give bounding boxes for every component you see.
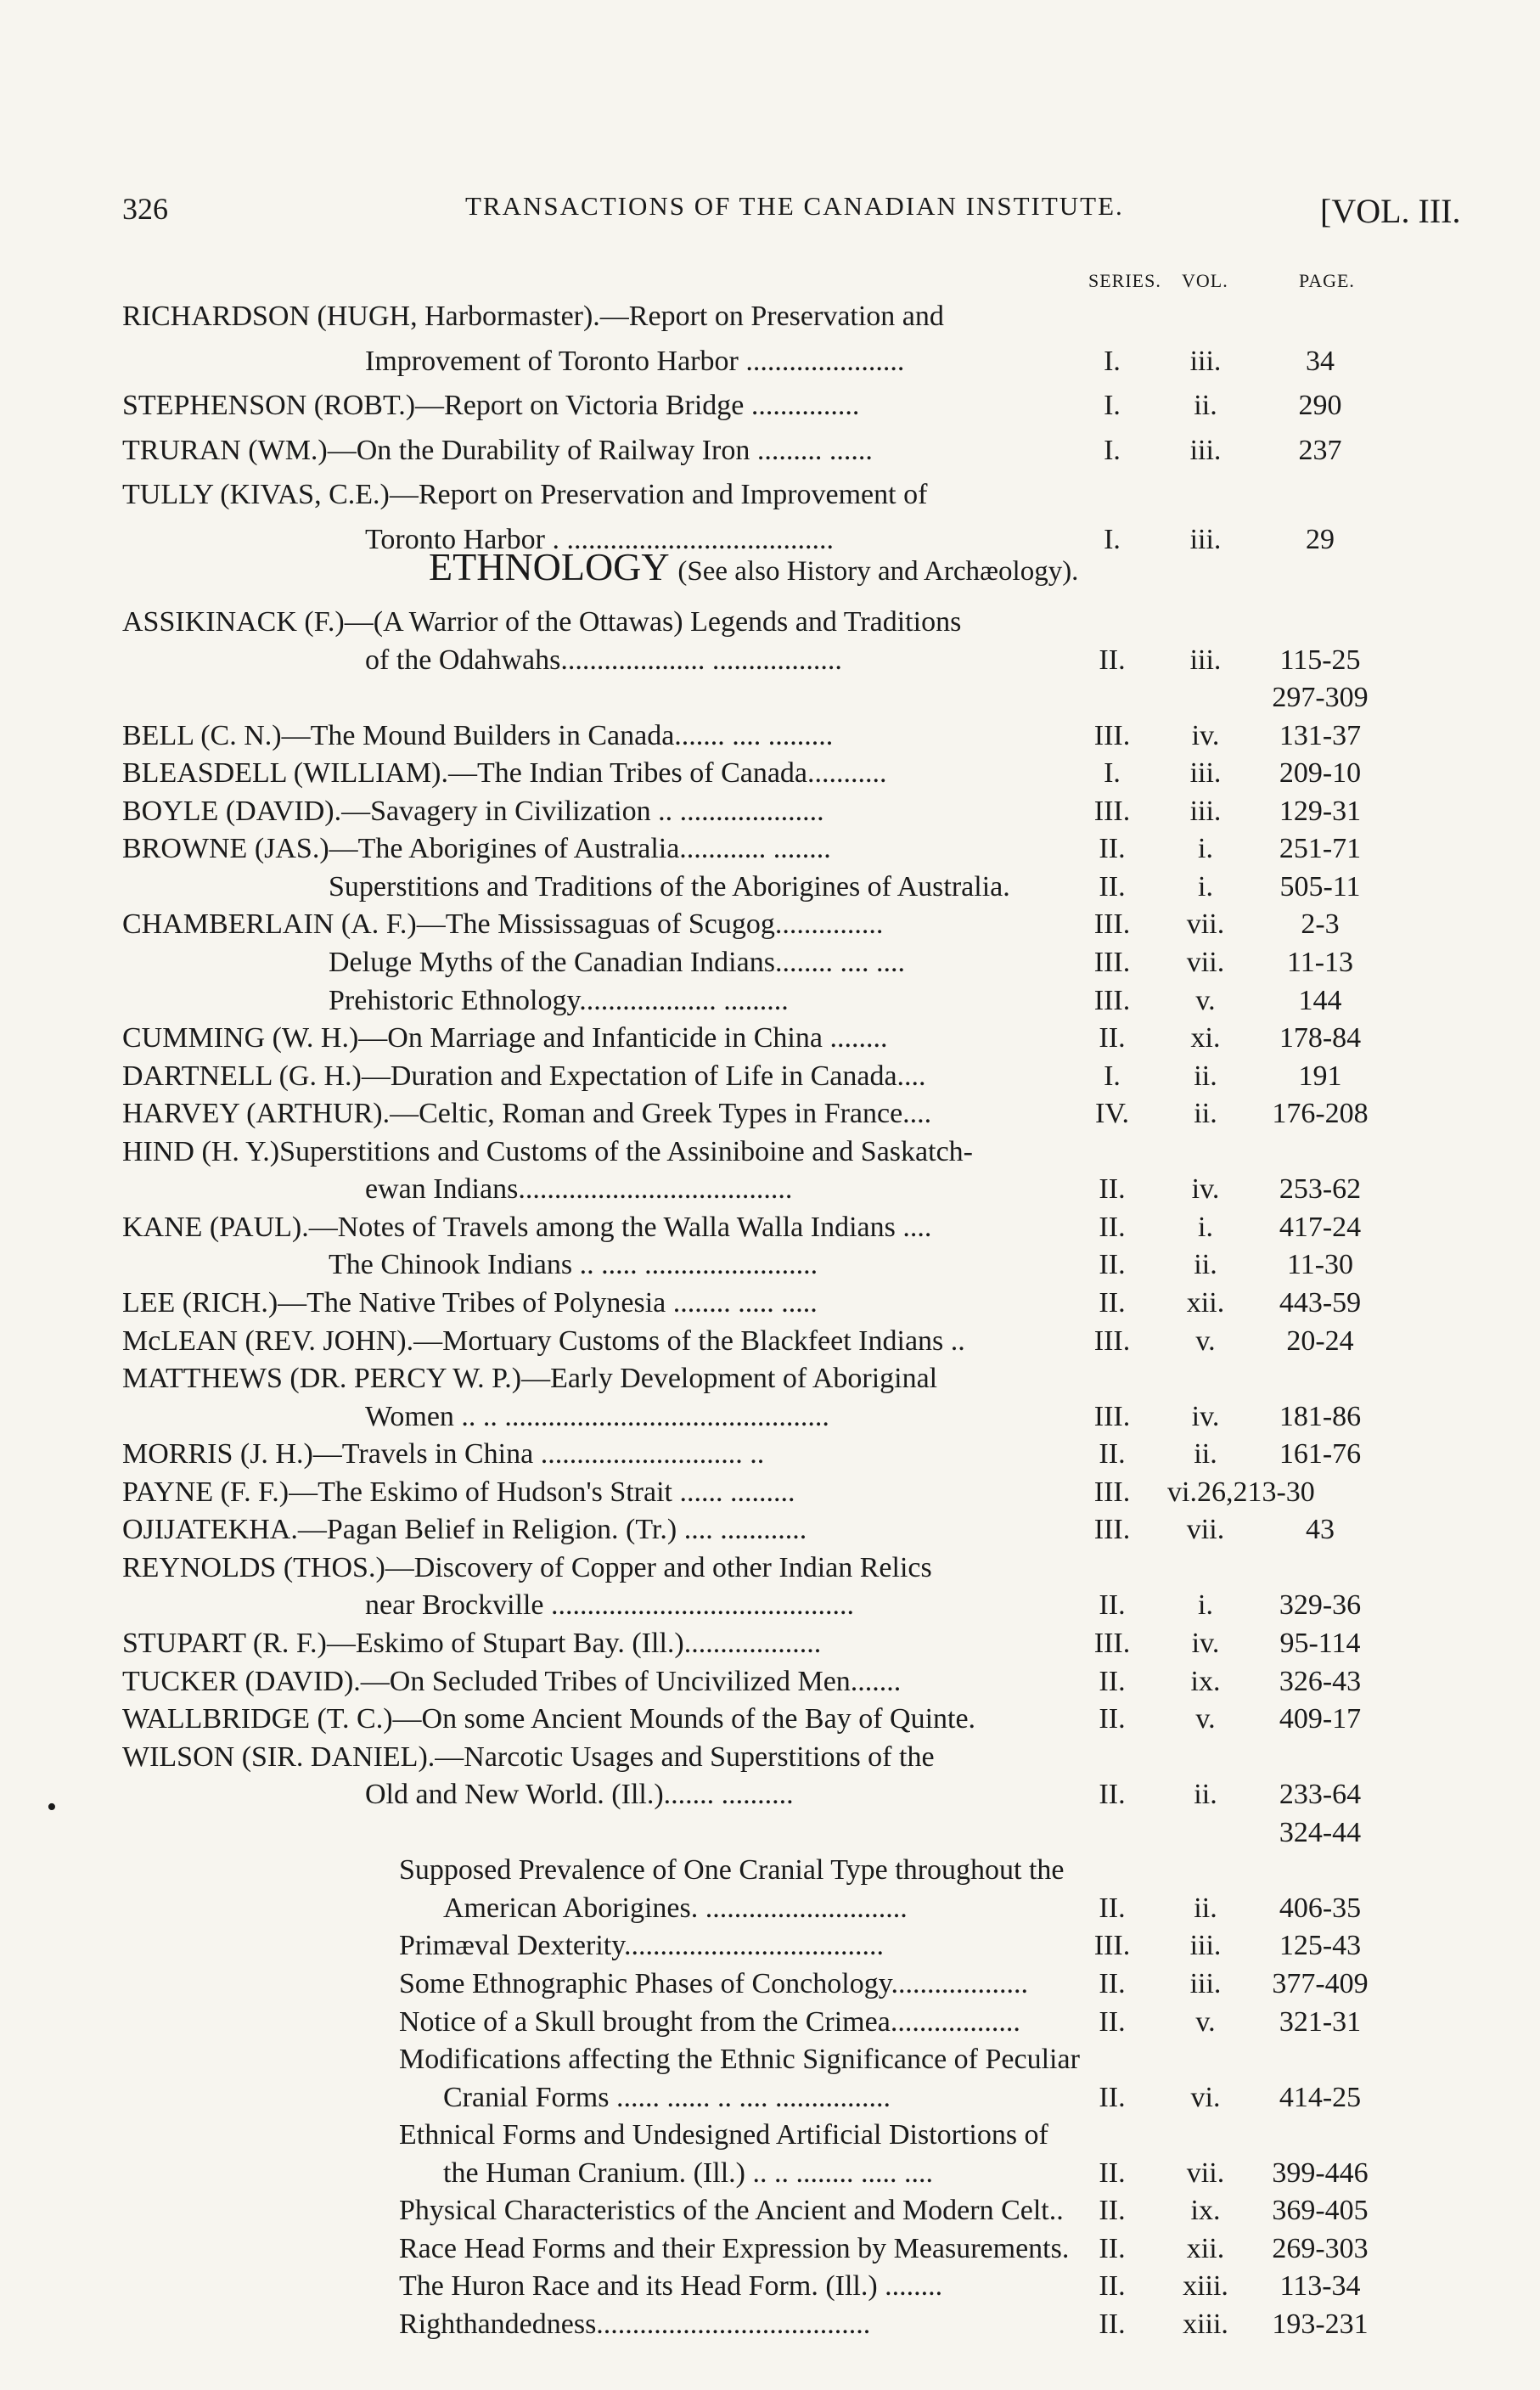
entry-vol: iii. <box>1189 524 1222 555</box>
entry-series: III. <box>1093 1628 1131 1659</box>
entry-page: 176-208 <box>1272 1098 1369 1129</box>
entry-page: 233-64 <box>1279 1779 1362 1810</box>
entry-series: II. <box>1099 1173 1126 1205</box>
entry-text: Old and New World. (Ill.)....... .......... <box>365 1779 794 1810</box>
entry-vol: iii. <box>1189 1930 1222 1961</box>
entry-vol: i. <box>1198 871 1213 903</box>
entry-series: III. <box>1093 908 1131 940</box>
entry-text: TRURAN (WM.)—On the Durability of Railway Iron ......... ...... <box>122 435 873 466</box>
entry-text: MORRIS (J. H.)—Travels in China ............................ .. <box>122 1438 765 1470</box>
entry-text: TULLY (KIVAS, C.E.)—Report on Preservation and Improvement of <box>122 479 928 510</box>
entry-text: BROWNE (JAS.)—The Aborigines of Australia............ ........ <box>122 833 831 864</box>
entry-text: of the Odahwahs.................... .................. <box>365 644 842 676</box>
entry-page: 399-446 <box>1272 2157 1369 2189</box>
entry-text: Supposed Prevalence of One Cranial Type throughout the <box>399 1854 1065 1886</box>
entry-text: REYNOLDS (THOS.)—Discovery of Copper and other Indian Relics <box>122 1552 932 1583</box>
entry-vol: iii. <box>1189 346 1222 377</box>
entry-series: III. <box>1093 1514 1131 1545</box>
entry-page: 125-43 <box>1279 1930 1362 1961</box>
entry-series: I. <box>1104 524 1121 555</box>
entry-series: I. <box>1104 757 1121 789</box>
entry-series: II. <box>1099 1022 1126 1054</box>
entry-vol: ii. <box>1194 1249 1217 1280</box>
entry-vol: vii. <box>1186 947 1225 978</box>
entry-line <box>0 427 1540 474</box>
entry-vol: v. <box>1195 1703 1216 1735</box>
entry-page: 505-11 <box>1279 871 1361 903</box>
entry-text: CUMMING (W. H.)—On Marriage and Infanticide in China ........ <box>122 1022 888 1054</box>
entry-vol: ii. <box>1194 1438 1217 1470</box>
entry-page: 113-34 <box>1279 2270 1361 2302</box>
entry-vol: iv. <box>1191 1628 1220 1659</box>
entry-text: Prehistoric Ethnology................... ......... <box>329 985 789 1016</box>
entry-series: II. <box>1099 1703 1126 1735</box>
section-title: ETHNOLOGY <box>429 545 668 588</box>
entry-series: II. <box>1099 1968 1126 1999</box>
entry-series: II. <box>1099 871 1126 903</box>
entry-vol: i. <box>1198 833 1213 864</box>
entry-vol: vii. <box>1186 1514 1225 1545</box>
running-title: TRANSACTIONS OF THE CANADIAN INSTITUTE. <box>465 191 1124 221</box>
entry-text: WILSON (SIR. DANIEL).—Narcotic Usages and Superstitions of the <box>122 1741 935 1773</box>
entry-vol: iv. <box>1191 720 1220 751</box>
entry-vol: i. <box>1198 1212 1213 1243</box>
entry-text: RICHARDSON (HUGH, Harbormaster).—Report on Preservation and <box>122 301 944 332</box>
entry-page: 20-24 <box>1286 1325 1354 1357</box>
entry-page: 34 <box>1306 346 1335 377</box>
entry-text: STUPART (R. F.)—Eskimo of Stupart Bay. (Ill.)................... <box>122 1628 822 1659</box>
entry-vol: ii. <box>1194 1098 1217 1129</box>
entry-series: III. <box>1093 1476 1131 1508</box>
entry-vol: v. <box>1195 985 1216 1016</box>
entry-vol: ii. <box>1194 1892 1217 1924</box>
entry-vol: iii. <box>1189 644 1222 676</box>
entry-series: II. <box>1099 2270 1126 2302</box>
entry-text: American Aborigines. ............................ <box>443 1892 908 1924</box>
entry-vol: ix. <box>1190 1666 1221 1697</box>
entry-line <box>0 2301 1540 2348</box>
entry-line <box>0 516 1540 563</box>
entry-text: MATTHEWS (DR. PERCY W. P.)—Early Development of Aboriginal <box>122 1363 938 1394</box>
entry-vol: vi.26,213-30 <box>1167 1476 1315 1508</box>
entry-text: WALLBRIDGE (T. C.)—On some Ancient Mounds of the Bay of Quinte. <box>122 1703 976 1735</box>
entry-series: II. <box>1099 2082 1126 2113</box>
entry-page: 253-62 <box>1279 1173 1362 1205</box>
entry-text: Cranial Forms ...... ...... .. .... ................ <box>443 2082 891 2113</box>
entry-page: 144 <box>1298 985 1342 1016</box>
entry-text: BOYLE (DAVID).—Savagery in Civilization .. .................... <box>122 796 824 827</box>
column-head-series: SERIES. <box>1088 270 1161 291</box>
entry-vol: v. <box>1195 1325 1216 1357</box>
entry-text: HARVEY (ARTHUR).—Celtic, Roman and Greek Types in France.... <box>122 1098 932 1129</box>
entry-page: 443-59 <box>1279 1287 1362 1319</box>
entry-series: II. <box>1099 2233 1126 2264</box>
entry-text: Superstitions and Traditions of the Aborigines of Australia. <box>329 871 1010 903</box>
entry-text: Notice of a Skull brought from the Crimea.................. <box>399 2006 1020 2038</box>
entry-series: II. <box>1099 1438 1126 1470</box>
entry-page: 161-76 <box>1279 1438 1362 1470</box>
entry-text: Modifications affecting the Ethnic Significance of Peculiar <box>399 2044 1080 2075</box>
entry-series: II. <box>1099 1666 1126 1697</box>
entry-text: ewan Indians...................................... <box>365 1173 793 1205</box>
entry-text: TUCKER (DAVID).—On Secluded Tribes of Uncivilized Men....... <box>122 1666 902 1697</box>
entry-vol: xiii. <box>1183 2270 1228 2302</box>
entry-text: HIND (H. Y.)Superstitions and Customs of the Assiniboine and Saskatch- <box>122 1136 973 1167</box>
entry-vol: iv. <box>1191 1401 1220 1432</box>
column-head-vol: VOL. <box>1182 270 1228 291</box>
entry-text: The Huron Race and its Head Form. (Ill.) ........ <box>399 2270 943 2302</box>
entry-vol: vii. <box>1186 2157 1225 2189</box>
entry-page: 193-231 <box>1272 2308 1369 2340</box>
entry-page: 321-31 <box>1279 2006 1362 2038</box>
entry-text: BLEASDELL (WILLIAM).—The Indian Tribes of Canada........... <box>122 757 887 789</box>
entry-text: Women .. .. ............................................. <box>365 1401 829 1432</box>
entry-vol: vi. <box>1190 2082 1221 2113</box>
entry-series: II. <box>1099 2195 1126 2226</box>
entry-page: 209-10 <box>1279 757 1362 789</box>
entry-page: 2-3 <box>1301 908 1340 940</box>
entry-page: 129-31 <box>1279 796 1362 827</box>
entry-series: I. <box>1104 346 1121 377</box>
entry-page: 369-405 <box>1272 2195 1369 2226</box>
entry-page: 414-25 <box>1279 2082 1362 2113</box>
entry-text: The Chinook Indians .. ..... ........................ <box>329 1249 818 1280</box>
entry-series: II. <box>1099 644 1126 676</box>
entry-series: III. <box>1093 985 1131 1016</box>
entry-page: 324-44 <box>1279 1817 1362 1848</box>
entry-text: OJIJATEKHA.—Pagan Belief in Religion. (Tr.) .... ............ <box>122 1514 807 1545</box>
entry-text: STEPHENSON (ROBT.)—Report on Victoria Bridge ............... <box>122 390 860 421</box>
entry-series: I. <box>1104 390 1121 421</box>
entry-vol: iii. <box>1189 757 1222 789</box>
entry-vol: ii. <box>1194 390 1217 421</box>
entry-text: LEE (RICH.)—The Native Tribes of Polynesia ........ ..... ..... <box>122 1287 818 1319</box>
entry-page: 11-30 <box>1286 1249 1354 1280</box>
entry-text: Physical Characteristics of the Ancient and Modern Celt.. <box>399 2195 1064 2226</box>
entry-series: II. <box>1099 833 1126 864</box>
column-head-page: PAGE. <box>1299 270 1355 291</box>
entry-vol: iii. <box>1189 435 1222 466</box>
entry-page: 29 <box>1306 524 1335 555</box>
entry-text: Ethnical Forms and Undesigned Artificial Distortions of <box>399 2119 1048 2151</box>
entry-series: II. <box>1099 1249 1126 1280</box>
entry-series: II. <box>1099 1779 1126 1810</box>
entry-page: 406-35 <box>1279 1892 1362 1924</box>
entry-page: 329-36 <box>1279 1589 1362 1621</box>
entry-page: 237 <box>1298 435 1342 466</box>
entry-text: KANE (PAUL).—Notes of Travels among the Walla Walla Indians .... <box>122 1212 932 1243</box>
entry-text: BELL (C. N.)—The Mound Builders in Canada....... .... ......... <box>122 720 834 751</box>
entry-vol: iv. <box>1191 1173 1220 1205</box>
volume-label: [VOL. III. <box>1320 192 1461 230</box>
entry-series: II. <box>1099 1212 1126 1243</box>
entry-series: II. <box>1099 1287 1126 1319</box>
entry-series: II. <box>1099 1892 1126 1924</box>
entry-series: I. <box>1104 435 1121 466</box>
entry-line <box>0 293 1540 340</box>
entry-text: the Human Cranium. (Ill.) .. .. ........ ..... .... <box>443 2157 933 2189</box>
entry-series: III. <box>1093 1930 1131 1961</box>
entry-page: 251-71 <box>1279 833 1362 864</box>
entry-page: 115-25 <box>1279 644 1361 676</box>
entry-page: 43 <box>1306 1514 1335 1545</box>
entry-series: IV. <box>1095 1098 1129 1129</box>
entry-text: Primæval Dexterity.................................... <box>399 1930 885 1961</box>
entry-vol: xii. <box>1186 2233 1225 2264</box>
entry-text: CHAMBERLAIN (A. F.)—The Mississaguas of Scugog............... <box>122 908 884 940</box>
entry-series: III. <box>1093 1401 1131 1432</box>
page-number: 326 <box>122 192 168 226</box>
entry-series: II. <box>1099 2006 1126 2038</box>
entry-series: II. <box>1099 1589 1126 1621</box>
entry-text: Some Ethnographic Phases of Conchology................... <box>399 1968 1028 1999</box>
entry-vol: iii. <box>1189 796 1222 827</box>
entry-page: 11-13 <box>1286 947 1354 978</box>
entry-vol: ii. <box>1194 1060 1217 1092</box>
entry-page: 417-24 <box>1279 1212 1362 1243</box>
entry-line <box>0 382 1540 429</box>
entry-series: II. <box>1099 2308 1126 2340</box>
entry-vol: xii. <box>1186 1287 1225 1319</box>
entry-series: III. <box>1093 947 1131 978</box>
entry-text: Race Head Forms and their Expression by Measurements. <box>399 2233 1070 2264</box>
entry-text: Improvement of Toronto Harbor ...................... <box>365 346 905 377</box>
entry-text: near Brockville .......................................... <box>365 1589 855 1621</box>
entry-text: PAYNE (F. F.)—The Eskimo of Hudson's Strait ...... ......... <box>122 1476 795 1508</box>
entry-text: Righthandedness...................................... <box>399 2308 871 2340</box>
entry-page: 131-37 <box>1279 720 1362 751</box>
section-note: (See also History and Archæology). <box>677 556 1079 587</box>
entry-series: III. <box>1093 720 1131 751</box>
entry-series: III. <box>1093 1325 1131 1357</box>
entry-text: Deluge Myths of the Canadian Indians........ .... .... <box>329 947 905 978</box>
entry-text: Toronto Harbor . ..................................... <box>365 524 834 555</box>
entry-vol: vii. <box>1186 908 1225 940</box>
entry-text: McLEAN (REV. JOHN).—Mortuary Customs of the Blackfeet Indians .. <box>122 1325 965 1357</box>
entry-page: 95-114 <box>1279 1628 1361 1659</box>
entry-line <box>0 471 1540 518</box>
margin-mark: • <box>47 1791 57 1823</box>
entry-vol: xiii. <box>1183 2308 1228 2340</box>
entry-line <box>0 338 1540 385</box>
entry-text: ASSIKINACK (F.)—(A Warrior of the Ottawas) Legends and Traditions <box>122 606 962 638</box>
entry-page: 409-17 <box>1279 1703 1362 1735</box>
entry-vol: i. <box>1198 1589 1213 1621</box>
entry-series: I. <box>1104 1060 1121 1092</box>
entry-vol: xi. <box>1190 1022 1221 1054</box>
entry-page: 377-409 <box>1272 1968 1369 1999</box>
entry-page: 297-309 <box>1272 682 1369 713</box>
entry-page: 326-43 <box>1279 1666 1362 1697</box>
entry-text: DARTNELL (G. H.)—Duration and Expectation of Life in Canada.... <box>122 1060 926 1092</box>
entry-vol: ix. <box>1190 2195 1221 2226</box>
entry-page: 181-86 <box>1279 1401 1362 1432</box>
entry-series: II. <box>1099 2157 1126 2189</box>
entry-page: 191 <box>1298 1060 1342 1092</box>
entry-series: III. <box>1093 796 1131 827</box>
entry-page: 290 <box>1298 390 1342 421</box>
entry-vol: ii. <box>1194 1779 1217 1810</box>
entry-page: 269-303 <box>1272 2233 1369 2264</box>
entry-vol: v. <box>1195 2006 1216 2038</box>
entry-page: 178-84 <box>1279 1022 1362 1054</box>
entry-vol: iii. <box>1189 1968 1222 1999</box>
